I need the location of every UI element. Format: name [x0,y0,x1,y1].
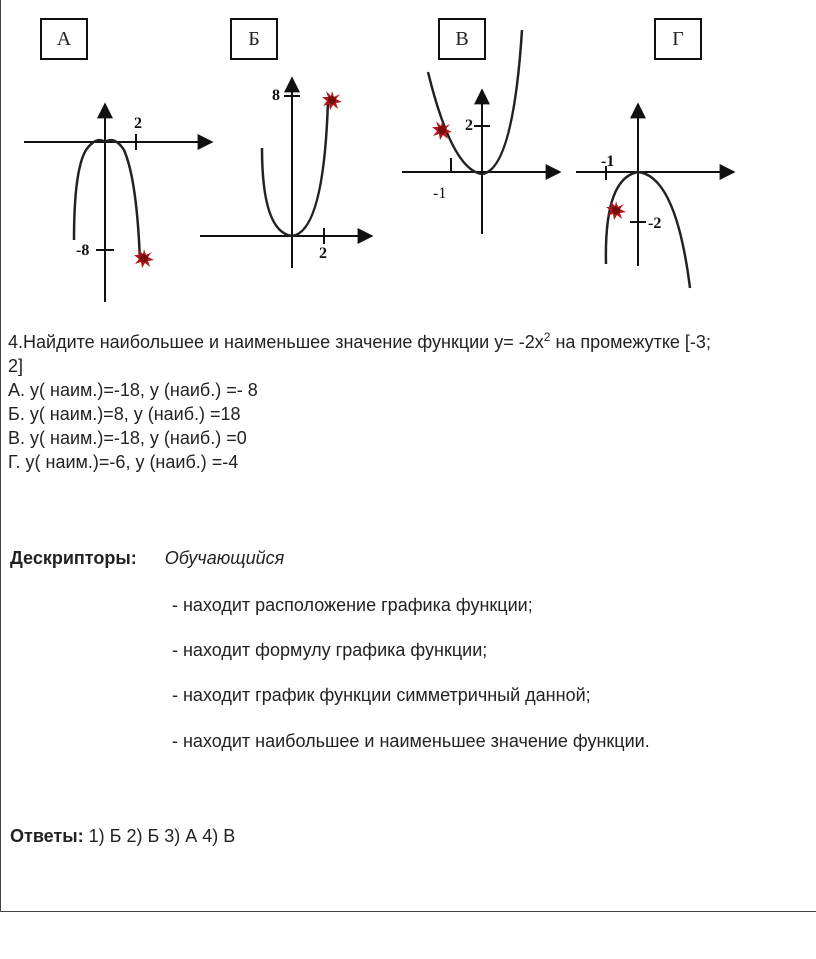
graph-v-tick-x-label: -1 [433,185,447,202]
answers-text: 1) Б 2) Б 3) А 4) В [88,826,236,846]
descriptors-subject: Обучающийся [164,548,285,568]
graph-v [402,30,560,234]
descriptors-heading: Дескрипторы: [10,548,137,568]
descriptor-item: - находит график функции симметричный данной; [172,685,591,705]
task-question-suffix: на промежутке [-3; [550,332,711,352]
task-option-a: А. у( наим.)=-18, у (наиб.) =- 8 [8,380,258,400]
graph-v-curve [428,30,522,174]
graph-v-tick-y-label: 2 [465,117,473,134]
answers [10,826,235,847]
graph-b-marker [322,91,342,110]
graph-g-tick-x-label: -1 [601,153,615,170]
descriptor-item: - находит наибольшее и наименьшее значение функции. [172,731,650,751]
graph-a-marker [134,249,154,268]
descriptor-item: - находит формулу графика функции; [172,640,488,660]
graphs-area [0,0,816,320]
task-question-prefix: 4.Найдите наибольшее и наименьшее значение функции у= -2х [8,332,544,352]
task-question-sup: 2 [543,330,551,344]
graph-b-curve [262,100,328,236]
graph-g-tick-y-label: -2 [648,215,662,232]
task-option-g: Г. у( наим.)=-6, у (наиб.) =-4 [8,452,239,472]
descriptor-item: - находит расположение графика функции; [172,595,533,615]
graph-b-tick-x-label: 2 [319,245,327,262]
task-4 [8,330,816,474]
label-a: А [40,18,88,60]
task-option-v: В. у( наим.)=-18, у (наиб.) =0 [8,428,247,448]
graph-a [24,104,212,302]
label-v: В [438,18,486,60]
graph-a-tick-x-label: 2 [134,115,142,132]
task-option-b: Б. у( наим.)=8, у (наиб.) =18 [8,404,241,424]
descriptors-heading-row [10,548,284,569]
task-question [8,330,816,354]
graph-a-tick-y-label: -8 [76,242,90,259]
answers-heading: Ответы: [10,826,84,846]
task-question-line2: 2] [8,356,24,376]
graph-g [576,104,734,288]
graph-b-tick-y-label: 8 [272,87,280,104]
graph-b [200,78,372,268]
label-g: Г [654,18,702,60]
label-b: Б [230,18,278,60]
